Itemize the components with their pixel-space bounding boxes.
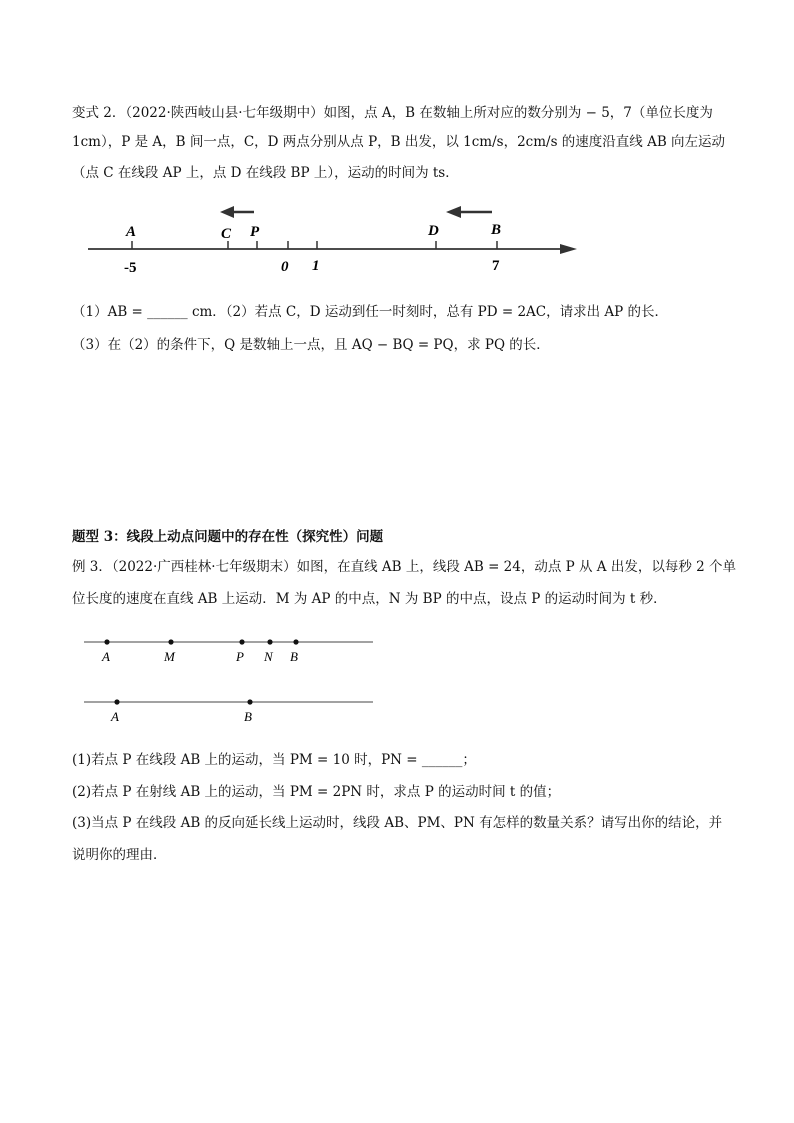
point-a bbox=[104, 639, 109, 644]
label-seven: 7 bbox=[492, 258, 500, 274]
point-n bbox=[267, 639, 272, 644]
example3-line-2: 位长度的速度在直线 AB 上运动．M 为 AP 的中点，N 为 BP 的中点，设点 P 的运动时间为 t 秒． bbox=[72, 591, 667, 607]
variant2-question-3: （3）在（2）的条件下，Q 是数轴上一点，且 AQ − BQ = PQ，求 PQ 的长． bbox=[72, 337, 550, 353]
label-p: P bbox=[250, 224, 260, 240]
segment-figure-2 bbox=[84, 690, 384, 730]
axis-arrowhead bbox=[560, 244, 577, 254]
example3-question-1: (1)若点 P 在线段 AB 上的运动，当 PM = 10 时，PN = ______； bbox=[72, 752, 476, 768]
label-d: D bbox=[428, 223, 439, 239]
variant2-line-1: 变式 2．（2022·陕西岐山县·七年级期中）如图，点 A，B 在数轴上所对应的数分别为 − 5，7（单位长度为 bbox=[72, 105, 713, 121]
label-minus-five: -5 bbox=[124, 260, 137, 276]
label-a: A bbox=[111, 709, 119, 724]
example3-line-1: 例 3．（2022·广西桂林·七年级期末）如图，在直线 AB 上，线段 AB = 24，动点 P 从 A 出发，以每秒 2 个单 bbox=[72, 559, 737, 575]
label-zero: 0 bbox=[281, 259, 289, 275]
point-b bbox=[293, 639, 298, 644]
example3-question-3-line-2: 说明你的理由． bbox=[72, 847, 167, 863]
example3-question-2: (2)若点 P 在射线 AB 上的运动，当 PM = 2PN 时，求点 P 的运动时间 t 的值； bbox=[72, 784, 561, 800]
label-a: A bbox=[126, 224, 137, 240]
variant2-question-1-2: （1）AB = ______ cm．（2）若点 C，D 运动到任一时刻时，总有 PD = 2AC，请求出 AP 的长． bbox=[72, 304, 669, 320]
variant2-line-2: 1cm），P 是 A，B 间一点，C，D 两点分别从点 P，B 出发，以 1cm/s，2cm/s 的速度沿直线 AB 向左运动 bbox=[72, 134, 726, 150]
label-b: B bbox=[244, 709, 252, 724]
label-b: B bbox=[491, 222, 502, 238]
number-line-figure bbox=[80, 200, 590, 280]
label-p: P bbox=[236, 649, 244, 664]
label-a: A bbox=[102, 649, 110, 664]
point-a bbox=[114, 699, 119, 704]
label-m: M bbox=[164, 649, 175, 664]
label-one: 1 bbox=[312, 258, 320, 274]
variant2-line-3: （点 C 在线段 AP 上，点 D 在线段 BP 上），运动的时间为 ts． bbox=[72, 165, 459, 181]
segment-figure-1 bbox=[84, 630, 384, 670]
point-b bbox=[247, 699, 252, 704]
point-m bbox=[168, 639, 173, 644]
label-n: N bbox=[264, 649, 273, 664]
point-p bbox=[239, 639, 244, 644]
label-c: C bbox=[221, 226, 232, 242]
type3-heading: 题型 3：线段上动点问题中的存在性（探究性）问题 bbox=[72, 529, 384, 545]
example3-question-3-line-1: (3)当点 P 在线段 AB 的反向延长线上运动时，线段 AB、PM、PN 有怎样的数量关系？请写出你的结论，并 bbox=[72, 815, 723, 831]
arrow-c-left-icon bbox=[220, 206, 234, 218]
label-b: B bbox=[290, 649, 298, 664]
arrow-d-left-icon bbox=[446, 206, 461, 218]
